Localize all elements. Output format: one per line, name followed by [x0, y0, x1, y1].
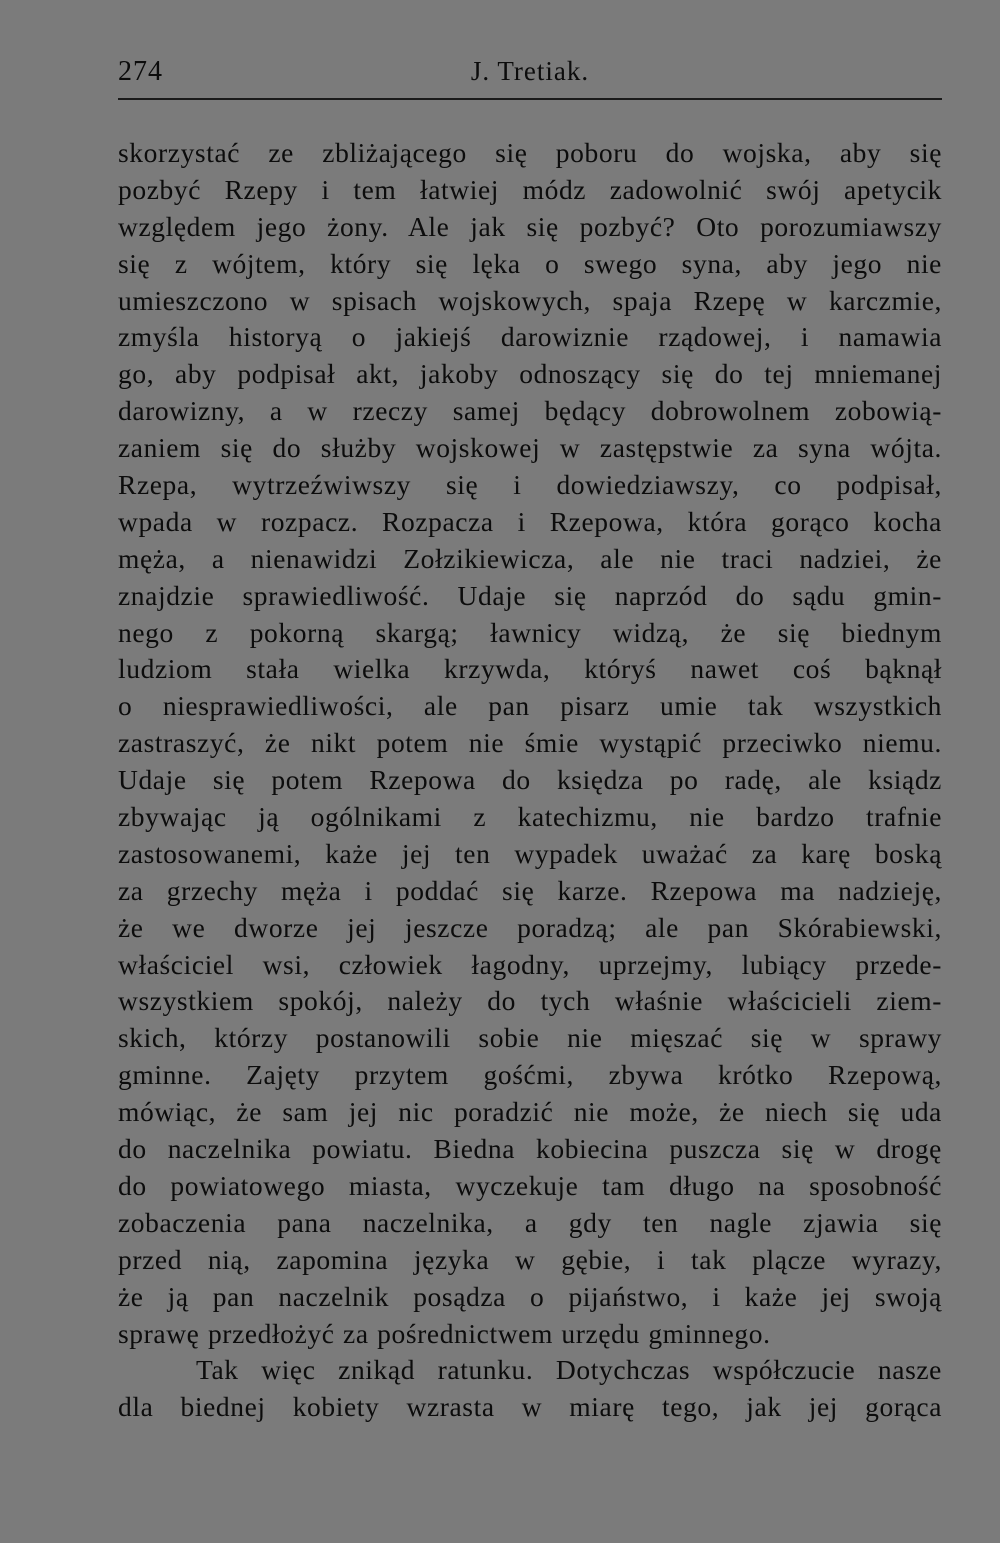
text-line: zmyśla historyą o jakiejś darowiznie rządowej, i namawia [118, 321, 942, 353]
text-line: właściciel wsi, człowiek łagodny, uprzejmy, lubiący przede- [118, 948, 942, 980]
text-line: zastosowanemi, każe jej ten wypadek uważać za karę boską [118, 837, 942, 869]
text-line: Rzepa, wytrzeźwiwszy się i dowiedziawszy, co podpisał, [118, 469, 942, 501]
text-line: znajdzie sprawiedliwość. Udaje się naprzód do sądu gmin- [118, 579, 942, 611]
text-line: darowizny, a w rzeczy samej będący dobrowolnem zobowią- [118, 395, 942, 427]
header-rule [118, 98, 942, 100]
text-line: do naczelnika powiatu. Biedna kobiecina puszcza się w drogę [118, 1133, 942, 1165]
page-header [118, 56, 942, 96]
page-number: 274 [118, 56, 163, 87]
text-line: zastraszyć, że nikt potem nie śmie wystąpić przeciwko niemu. [118, 727, 942, 759]
text-line: że we dworze jej jeszcze poradzą; ale pan Skórabiewski, [118, 911, 942, 943]
text-line: przed nią, zapomina języka w gębie, i tak plącze wyrazy, [118, 1243, 942, 1275]
body-text [118, 135, 942, 1426]
text-line: go, aby podpisał akt, jakoby odnoszący się do tej mniemanej [118, 358, 942, 390]
text-line: mówiąc, że sam jej nic poradzić nie może, że niech się uda [118, 1096, 942, 1128]
text-line: o niesprawiedliwości, ale pan pisarz umie tak wszystkich [118, 690, 942, 722]
running-head: J. Tretiak. [470, 56, 590, 86]
text-line: pozbyć Rzepy i tem łatwiej módz zadowolnić swój apetycik [118, 173, 942, 205]
text-line: skorzystać ze zbliżającego się poboru do wojska, aby się [118, 137, 942, 168]
text-line: zbywając ją ogólnikami z katechizmu, nie bardzo trafnie [118, 801, 942, 833]
text-line: się z wójtem, który się lęka o swego syna, aby jego nie [118, 247, 942, 279]
text-line: skich, którzy postanowili sobie nie mięszać się w sprawy [118, 1022, 942, 1054]
text-line: męża, a nienawidzi Zołzikiewicza, ale nie traci nadziei, że [118, 542, 942, 574]
text-line: że ją pan naczelnik posądza o pijaństwo, i każe jej swoją [118, 1280, 942, 1312]
text-line: wszystkiem spokój, należy do tych właśnie właścicieli ziem- [118, 985, 942, 1017]
text-line: dla biednej kobiety wzrasta w miarę tego, jak jej gorąca [118, 1391, 942, 1423]
text-line: względem jego żony. Ale jak się pozbyć? Oto porozumiawszy [118, 210, 942, 242]
text-line: umieszczono w spisach wojskowych, spaja Rzepę w karczmie, [118, 284, 942, 316]
text-line: wpada w rozpacz. Rozpacza i Rzepowa, która gorąco kocha [118, 505, 942, 537]
text-line: Udaje się potem Rzepowa do księdza po radę, ale ksiądz [118, 764, 942, 796]
text-line: zobaczenia pana naczelnika, a gdy ten nagle zjawia się [118, 1206, 942, 1238]
text-line: sprawę przedłożyć za pośrednictwem urzędu gminnego. [118, 1317, 771, 1349]
text-line: Tak więc znikąd ratunku. Dotychczas współczucie nasze [196, 1354, 942, 1386]
text-line: zaniem się do służby wojskowej w zastępstwie za syna wójta. [118, 432, 942, 464]
text-line: ludziom stała wielka krzywda, któryś nawet coś bąknął [118, 653, 942, 685]
text-line: za grzechy męża i poddać się karze. Rzepowa ma nadzieję, [118, 874, 942, 906]
text-line: do powiatowego miasta, wyczekuje tam długo na sposobność [118, 1169, 942, 1201]
text-line: nego z pokorną skargą; ławnicy widzą, że się biednym [118, 616, 942, 648]
text-line: gminne. Zajęty przytem gośćmi, zbywa krótko Rzepową, [118, 1059, 942, 1091]
